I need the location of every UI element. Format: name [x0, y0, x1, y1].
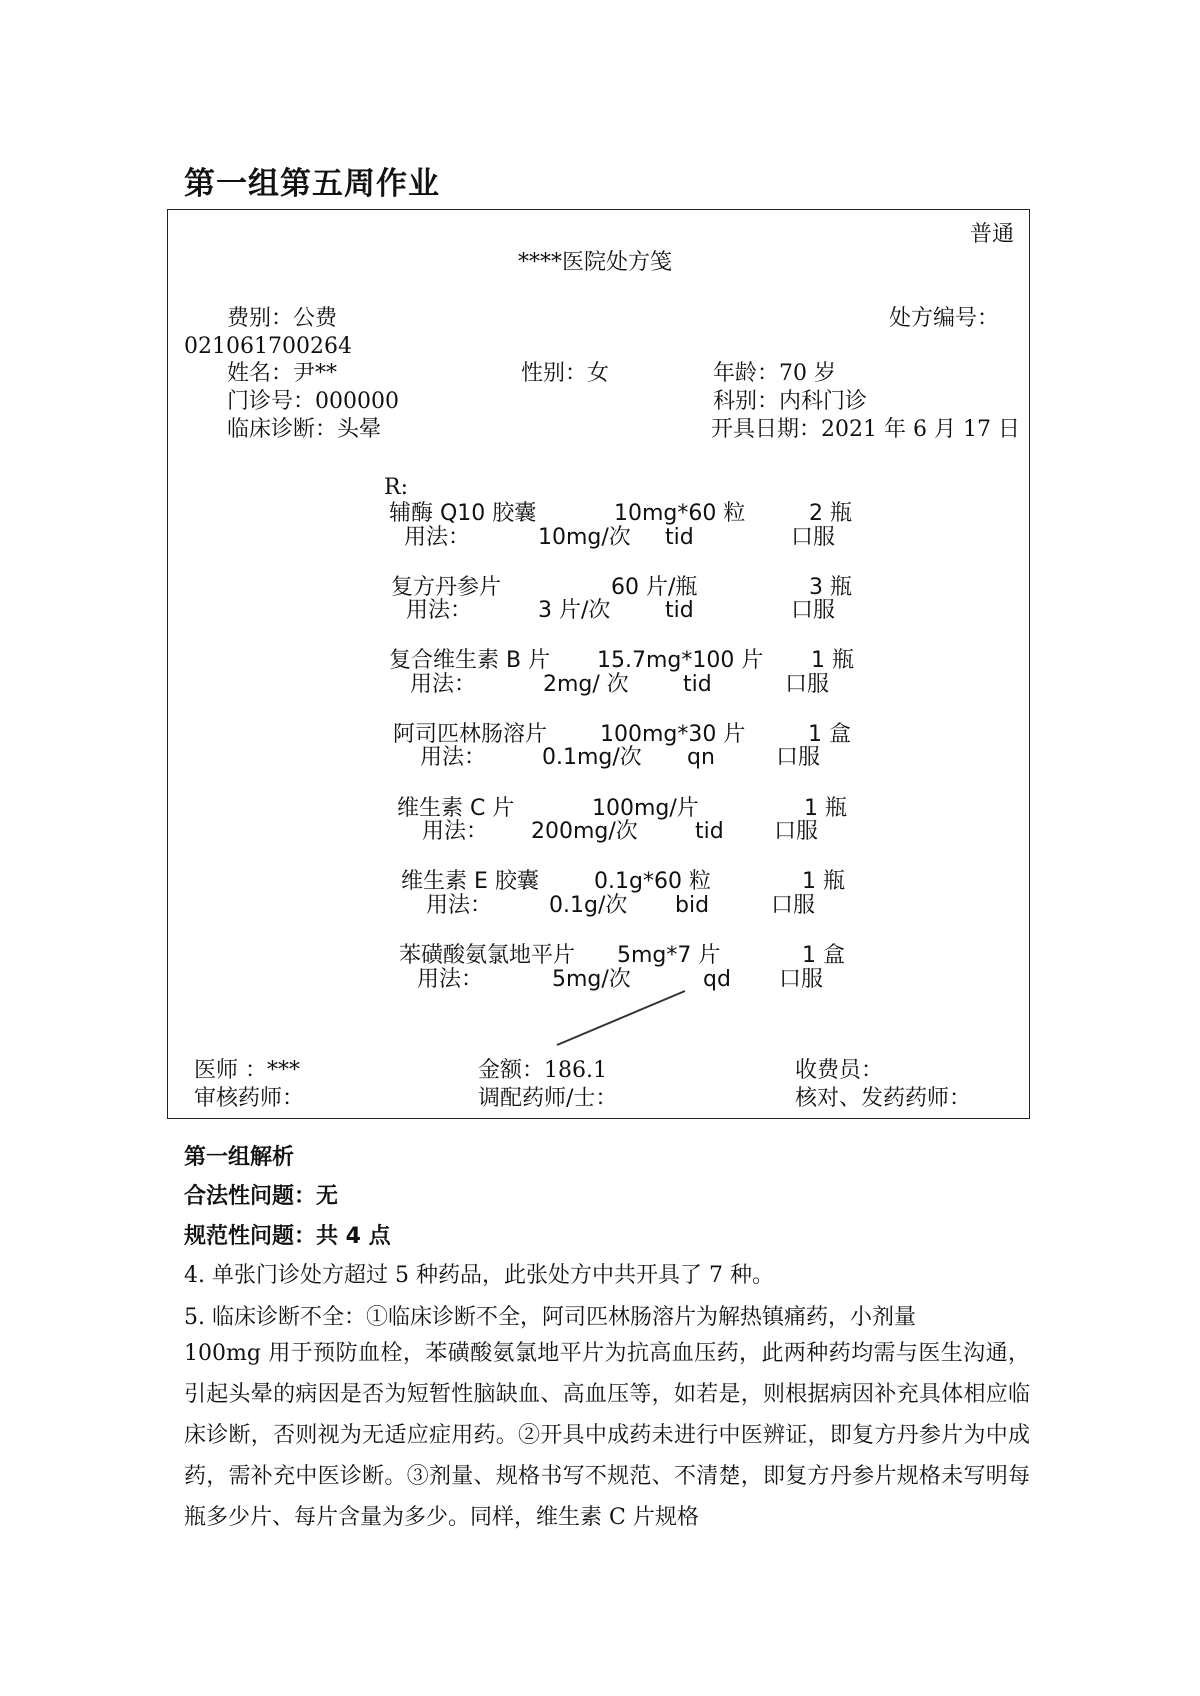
usage-label: 用法：	[426, 893, 493, 918]
patient-name: 姓名：尹**	[227, 361, 338, 386]
drug-name: 阿司匹林肠溶片	[393, 722, 548, 747]
drug-name: 维生素 C 片	[397, 796, 515, 821]
drug-dose: 0.1g/次	[549, 893, 628, 918]
drug-dose: 10mg/次	[538, 525, 631, 550]
amount: 金额：186.1	[478, 1058, 607, 1083]
drug-quantity: 1 盒	[802, 943, 845, 968]
drug-frequency: tid	[683, 672, 712, 697]
usage-label: 用法：	[406, 598, 473, 623]
drug-spec: 10mg*60 粒	[614, 501, 746, 526]
end-of-prescription-slash	[168, 210, 1029, 1118]
drug-spec: 0.1g*60 粒	[594, 869, 711, 894]
drug-frequency: qn	[687, 745, 715, 770]
drug-spec: 100mg/片	[592, 796, 699, 821]
drug-dose: 200mg/次	[531, 819, 638, 844]
doctor: 医师 ：***	[194, 1058, 300, 1083]
cashier: 收费员：	[795, 1058, 884, 1083]
drug-dose: 2mg/ 次	[543, 672, 629, 697]
drug-frequency: tid	[665, 525, 694, 550]
drug-name: 辅酶 Q10 胶囊	[389, 501, 537, 526]
hospital-title: ****医院处方笺	[518, 250, 673, 275]
drug-dose: 3 片/次	[538, 598, 611, 623]
drug-route: 口服	[776, 745, 821, 770]
patient-gender: 性别：女	[521, 361, 610, 386]
checking-pharmacist: 核对、发药药师：	[795, 1086, 972, 1111]
usage-label: 用法：	[417, 967, 484, 992]
fee-type: 费别：公费	[227, 306, 338, 331]
drug-route: 口服	[791, 598, 836, 623]
drug-dose: 5mg/次	[552, 967, 631, 992]
drug-spec: 60 片/瓶	[611, 575, 698, 600]
drug-quantity: 1 瓶	[811, 648, 854, 673]
rx-number: 021061700264	[184, 334, 352, 359]
usage-label: 用法：	[404, 525, 471, 550]
usage-label: 用法：	[422, 819, 489, 844]
drug-spec: 100mg*30 片	[600, 722, 746, 747]
analysis-point-4: 4. 单张门诊处方超过 5 种药品，此张处方中共开具了 7 种。	[184, 1263, 774, 1288]
analysis-point-5-first-line: 5. 临床诊断不全：①临床诊断不全，阿司匹林肠溶片为解热镇痛药，小剂量	[184, 1305, 916, 1330]
drug-route: 口服	[791, 525, 836, 550]
patient-age: 年龄：70 岁	[713, 361, 836, 386]
drug-route: 口服	[771, 893, 816, 918]
drug-frequency: tid	[665, 598, 694, 623]
analysis-point-5-body: 100mg 用于预防血栓，苯磺酸氨氯地平片为抗高血压药，此两种药均需与医生沟通，引起头晕的病因是否为短暂性脑缺血、高血压等，如若是，则根据病因补充具体相应临床诊断，否则视为无适应症用药。②开具中成药未进行中医辨证，即复方丹参片为中成药，需补充中医诊断。③剂量、规格书写不规范、不清楚，即复方丹参片规格未写明每瓶多少片、每片含量为多少。同样，维生素 C 片规格	[184, 1341, 1030, 1530]
prescription-date: 开具日期：2021 年 6 月 17 日	[711, 417, 1020, 442]
legality-issues: 合法性问题：无	[184, 1184, 339, 1209]
clinic-number: 门诊号：000000	[227, 389, 399, 414]
clinical-diagnosis: 临床诊断：头晕	[227, 417, 382, 442]
analysis-heading: 第一组解析	[184, 1145, 295, 1170]
drug-frequency: bid	[675, 893, 710, 918]
drug-name: 复合维生素 B 片	[389, 648, 551, 673]
drug-spec: 5mg*7 片	[617, 943, 721, 968]
usage-label: 用法：	[420, 745, 487, 770]
reviewing-pharmacist: 审核药师：	[194, 1086, 305, 1111]
prescription-form	[167, 209, 1030, 1119]
document-title: 第一组第五周作业	[184, 166, 440, 202]
drug-dose: 0.1mg/次	[542, 745, 642, 770]
drug-quantity: 1 瓶	[802, 869, 845, 894]
department: 科别：内科门诊	[713, 389, 868, 414]
rx-number-label: 处方编号：	[889, 306, 1000, 331]
drug-route: 口服	[774, 819, 819, 844]
drug-route: 口服	[785, 672, 830, 697]
drug-frequency: tid	[695, 819, 724, 844]
dispensing-pharmacist: 调配药师/士：	[478, 1086, 618, 1111]
drug-frequency: qd	[703, 967, 731, 992]
drug-spec: 15.7mg*100 片	[597, 648, 764, 673]
drug-quantity: 1 瓶	[804, 796, 847, 821]
drug-name: 维生素 E 胶囊	[401, 869, 539, 894]
drug-quantity: 1 盒	[808, 722, 851, 747]
rx-symbol: R:	[384, 475, 408, 500]
drug-name: 苯磺酸氨氯地平片	[399, 943, 576, 968]
drug-route: 口服	[779, 967, 824, 992]
standardization-issues: 规范性问题：共 4 点	[184, 1224, 391, 1249]
drug-quantity: 2 瓶	[809, 501, 852, 526]
drug-quantity: 3 瓶	[809, 575, 852, 600]
usage-label: 用法：	[410, 672, 477, 697]
drug-name: 复方丹参片	[391, 575, 502, 600]
prescription-type: 普通	[970, 222, 1015, 247]
